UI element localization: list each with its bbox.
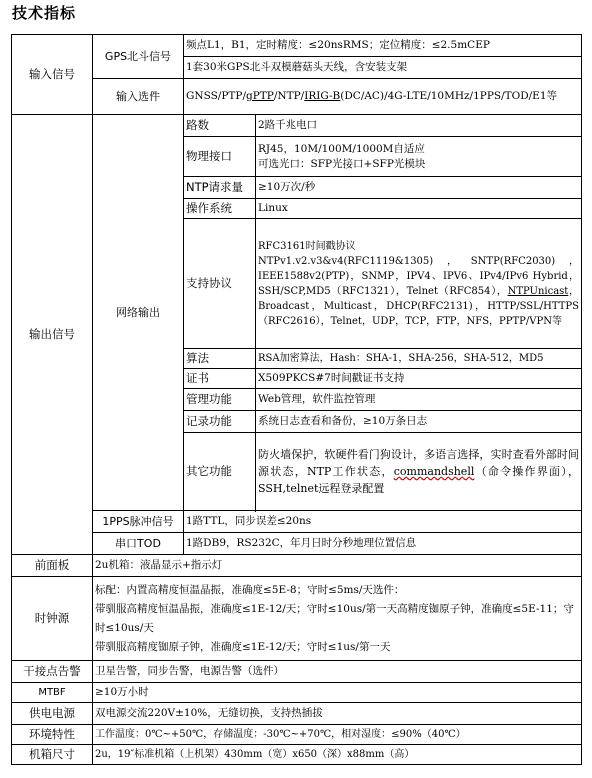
ntp-requests-label: NTP请求量 (184, 177, 256, 199)
table-row (12, 725, 582, 745)
protocols-label: 支持协议 (184, 219, 256, 349)
table-row (12, 533, 582, 555)
management-value: Web管理，软件监控管理 (256, 389, 582, 411)
gps-line1: 频点L1，B1，定时精度：≤20nsRMS；定位精度：≤2.5mCEP (184, 35, 582, 57)
mtbf-value: ≥10万小时 (93, 683, 582, 703)
tod-label: 串口TOD (93, 533, 184, 555)
protocols-line3: ，Broadcast，Multicast，DHCP(RFC2131)，HTTP/SSL/HTTPS（RFC2616），Telnet，UDP，TCP，FTP，NFS，PPTP/VPN等 (258, 285, 580, 327)
table-row (12, 703, 582, 725)
os-value: Linux (256, 199, 582, 219)
protocols-line2: NTPv1.v2.v3&v4(RFC1119&1305)，SNTP(RFC2030)，IEEE1588v2(PTP)，SNMP，IPV4、IPV6、IPv4/IPv6 Hybrid，SSH/SCP,MD5（RFC1321），Telnet（RFC854）， (258, 255, 579, 297)
input-options-value (184, 79, 582, 115)
clock-source-label: 时钟源 (12, 577, 93, 661)
certificate-label: 证书 (184, 369, 256, 389)
mtbf-label: MTBF (12, 683, 93, 703)
output-signal-label: 输出信号 (12, 115, 93, 555)
power-value: 双电源交流220V±10%，无缝切换，支持热插拔 (93, 703, 582, 725)
physical-value (256, 137, 582, 177)
input-options-mid: /NTP/ (273, 90, 305, 102)
ports-label: 路数 (184, 115, 256, 137)
input-options-irigb: IRIG-B (304, 90, 341, 102)
clock-source-line2: 带驯服高精度恒温晶振，准确度≤1E-12/天；守时≤10us/第一天高精度铷原子钟，准确度≤5E-11；守时≤10us/天 (95, 602, 574, 634)
management-label: 管理功能 (184, 389, 256, 411)
input-options-label: 输入选件 (93, 79, 184, 115)
input-signal-label: 输入信号 (12, 35, 93, 115)
input-options-pre: GNSS/PTP/ (186, 90, 246, 102)
clock-source-line1: 标配：内置高精度恒温晶振，准确度≤5E-8；守时≤5ms/天选件： (95, 583, 405, 596)
algorithm-value: RSA加密算法，Hash：SHA-1，SHA-256，SHA-512，MD5 (256, 349, 582, 369)
table-row (12, 683, 582, 703)
ntp-requests-value: ≥10万次/秒 (256, 177, 582, 199)
chassis-value: 2u，19″标准机箱（上机架）430mm（宽）x650（深）x88mm（高） (93, 745, 582, 765)
table-row (12, 511, 582, 533)
chassis-label: 机箱尺寸 (12, 745, 93, 765)
os-label: 操作系统 (184, 199, 256, 219)
protocols-ntp-unicast: NTPUnicast (507, 285, 569, 297)
table-row (12, 79, 582, 115)
other-post: （命令操作界面），SSH,telnet远程登录配置 (258, 465, 579, 495)
table-row (12, 577, 582, 661)
network-output-label: 网络输出 (93, 115, 184, 511)
logging-value: 系统日志查看和备份，≥10万条日志 (256, 411, 582, 433)
tod-value: 1路DB9，RS232C，年月日时分秒地理位置信息 (184, 533, 582, 555)
power-label: 供电电源 (12, 703, 93, 725)
algorithm-label: 算法 (184, 349, 256, 369)
other-value (256, 433, 582, 511)
other-label: 其它功能 (184, 433, 256, 511)
table-row (12, 745, 582, 765)
alarm-label: 干接点告警 (12, 661, 93, 683)
protocols-line1: RFC3161时间戳协议 (258, 240, 356, 252)
environment-label: 环境特性 (12, 725, 93, 745)
physical-line2: 可选光口：SFP光接口+SFP光模块 (258, 157, 426, 170)
input-options-post: (DC/AC)/4G-LTE/10MHz/1PPS/TOD/E1等 (340, 90, 558, 102)
table-row (12, 115, 582, 137)
table-row (12, 555, 582, 577)
clock-source-value (93, 577, 582, 661)
gps-label: GPS北斗信号 (93, 35, 184, 79)
spec-table (11, 34, 582, 765)
physical-line1: RJ45，10M/100M/1000M自适应 (258, 142, 425, 155)
other-pre: 防火墙保护，软硬件看门狗设计，多语言选择，实时查看外部时间源状态，NTP工作状态， (258, 448, 579, 478)
clock-source-line3: 带驯服高精度铷原子钟，准确度≤1E-12/天；守时≤1us/第一天 (95, 640, 391, 653)
pps-label: 1PPS脉冲信号 (93, 511, 184, 533)
front-panel-label: 前面板 (12, 555, 93, 577)
other-commandshell: commandshell (393, 465, 475, 478)
protocols-value (256, 219, 582, 349)
table-row (12, 35, 582, 57)
table-row (12, 661, 582, 683)
physical-label: 物理接口 (184, 137, 256, 177)
input-options-gptp: gPTP (246, 90, 274, 102)
environment-value: 工作温度：0℃~+50℃，存储温度：-30℃~+70℃，相对湿度：≤90%（40℃） (93, 725, 582, 745)
pps-value: 1路TTL，同步误差≤20ns (184, 511, 582, 533)
page-title: 技术指标 (12, 4, 77, 22)
gps-line2: 1套30米GPS北斗双模蘑菇头天线，含安装支架 (184, 57, 582, 79)
logging-label: 记录功能 (184, 411, 256, 433)
front-panel-value: 2u机箱：液晶显示+指示灯 (93, 555, 582, 577)
ports-value: 2路千兆电口 (256, 115, 582, 137)
alarm-value: 卫星告警，同步告警，电源告警（选件） (93, 661, 582, 683)
certificate-value: X509PKCS#7时间戳证书支持 (256, 369, 582, 389)
